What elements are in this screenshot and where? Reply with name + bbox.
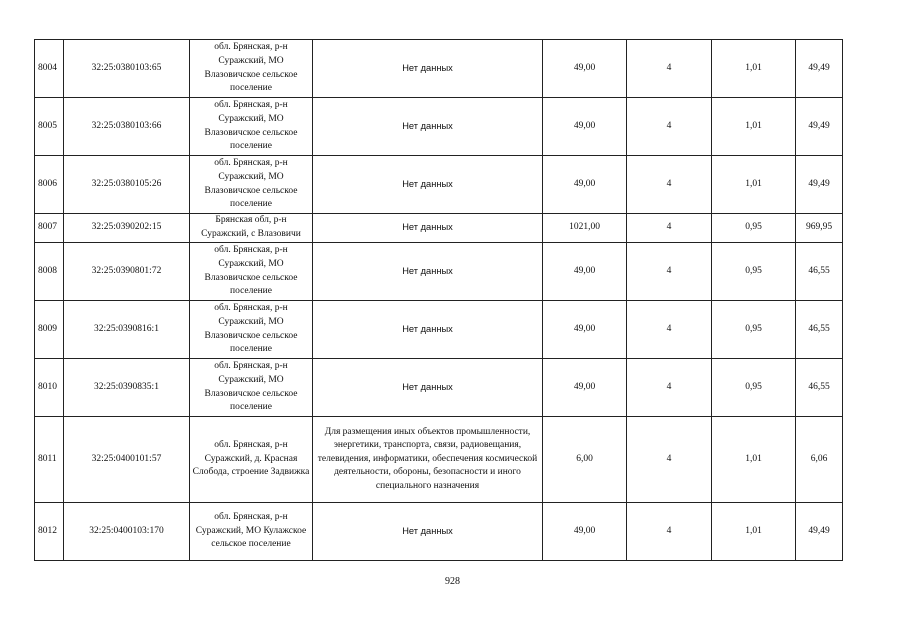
cadastral-number: 32:25:0380103:65 (64, 40, 190, 98)
coefficient: 0,95 (712, 359, 796, 417)
permitted-use: Нет данных (313, 98, 543, 156)
cadastral-number: 32:25:0390202:15 (64, 214, 190, 243)
row-number: 8006 (35, 156, 64, 214)
table-row (35, 40, 843, 98)
coefficient: 1,01 (712, 417, 796, 503)
cadastral-value: 46,55 (796, 359, 843, 417)
cadastral-number: 32:25:0390816:1 (64, 301, 190, 359)
permitted-use: Нет данных (313, 301, 543, 359)
page-number: 928 (445, 576, 460, 587)
row-number: 8005 (35, 98, 64, 156)
coefficient: 0,95 (712, 214, 796, 243)
table-row (35, 156, 843, 214)
address: обл. Брянская, р-н Суражский, МО Влазовичское сельское поселение (190, 98, 313, 156)
cadastral-value: 46,55 (796, 243, 843, 301)
group-number: 4 (627, 156, 712, 214)
coefficient: 0,95 (712, 243, 796, 301)
permitted-use: Нет данных (313, 359, 543, 417)
cadastral-number: 32:25:0380103:66 (64, 98, 190, 156)
row-number: 8008 (35, 243, 64, 301)
cadastral-value: 49,49 (796, 503, 843, 561)
table-row (35, 503, 843, 561)
permitted-use: Нет данных (313, 214, 543, 243)
coefficient: 1,01 (712, 40, 796, 98)
group-number: 4 (627, 417, 712, 503)
coefficient: 0,95 (712, 301, 796, 359)
table-row (35, 301, 843, 359)
address: Брянская обл, р-н Суражский, с Влазовичи (190, 214, 313, 243)
row-number: 8007 (35, 214, 64, 243)
area: 49,00 (543, 98, 627, 156)
cadastral-value: 6,06 (796, 417, 843, 503)
area: 49,00 (543, 503, 627, 561)
coefficient: 1,01 (712, 503, 796, 561)
area: 6,00 (543, 417, 627, 503)
permitted-use: Нет данных (313, 243, 543, 301)
area: 1021,00 (543, 214, 627, 243)
table-row (35, 98, 843, 156)
cadastral-value: 46,55 (796, 301, 843, 359)
group-number: 4 (627, 359, 712, 417)
row-number: 8012 (35, 503, 64, 561)
cadastral-value: 49,49 (796, 156, 843, 214)
coefficient: 1,01 (712, 98, 796, 156)
cadastral-number: 32:25:0390835:1 (64, 359, 190, 417)
group-number: 4 (627, 301, 712, 359)
cadastral-value: 49,49 (796, 40, 843, 98)
table-row (35, 417, 843, 503)
permitted-use: Нет данных (313, 40, 543, 98)
row-number: 8010 (35, 359, 64, 417)
table-row (35, 359, 843, 417)
permitted-use: Для размещения иных объектов промышленности, энергетики, транспорта, связи, радиовещания, телевидения, информатики, обеспечения космической деятельности, обороны, безопасности и иного специального назначения (313, 417, 543, 503)
table-row (35, 243, 843, 301)
cadastral-value: 969,95 (796, 214, 843, 243)
cadastral-number: 32:25:0400101:57 (64, 417, 190, 503)
document-sheet (34, 39, 842, 561)
address: обл. Брянская, р-н Суражский, МО Влазовичское сельское поселение (190, 301, 313, 359)
table-row (35, 214, 843, 243)
area: 49,00 (543, 156, 627, 214)
group-number: 4 (627, 40, 712, 98)
coefficient: 1,01 (712, 156, 796, 214)
group-number: 4 (627, 243, 712, 301)
cadastral-value-table (34, 39, 843, 561)
table-body (35, 40, 843, 561)
area: 49,00 (543, 243, 627, 301)
area: 49,00 (543, 40, 627, 98)
row-number: 8011 (35, 417, 64, 503)
address: обл. Брянская, р-н Суражский, МО Влазовичское сельское поселение (190, 359, 313, 417)
area: 49,00 (543, 359, 627, 417)
cadastral-number: 32:25:0400103:170 (64, 503, 190, 561)
group-number: 4 (627, 503, 712, 561)
group-number: 4 (627, 98, 712, 156)
address: обл. Брянская, р-н Суражский, МО Влазовичское сельское поселение (190, 156, 313, 214)
cadastral-number: 32:25:0380105:26 (64, 156, 190, 214)
permitted-use: Нет данных (313, 503, 543, 561)
address: обл. Брянская, р-н Суражский, МО Кулажское сельское поселение (190, 503, 313, 561)
row-number: 8009 (35, 301, 64, 359)
area: 49,00 (543, 301, 627, 359)
group-number: 4 (627, 214, 712, 243)
address: обл. Брянская, р-н Суражский, МО Влазовичское сельское поселение (190, 243, 313, 301)
address: обл. Брянская, р-н Суражский, МО Влазовичское сельское поселение (190, 40, 313, 98)
permitted-use: Нет данных (313, 156, 543, 214)
cadastral-number: 32:25:0390801:72 (64, 243, 190, 301)
address: обл. Брянская, р-н Суражский, д. Красная Слобода, строение Задвижка (190, 417, 313, 503)
row-number: 8004 (35, 40, 64, 98)
cadastral-value: 49,49 (796, 98, 843, 156)
